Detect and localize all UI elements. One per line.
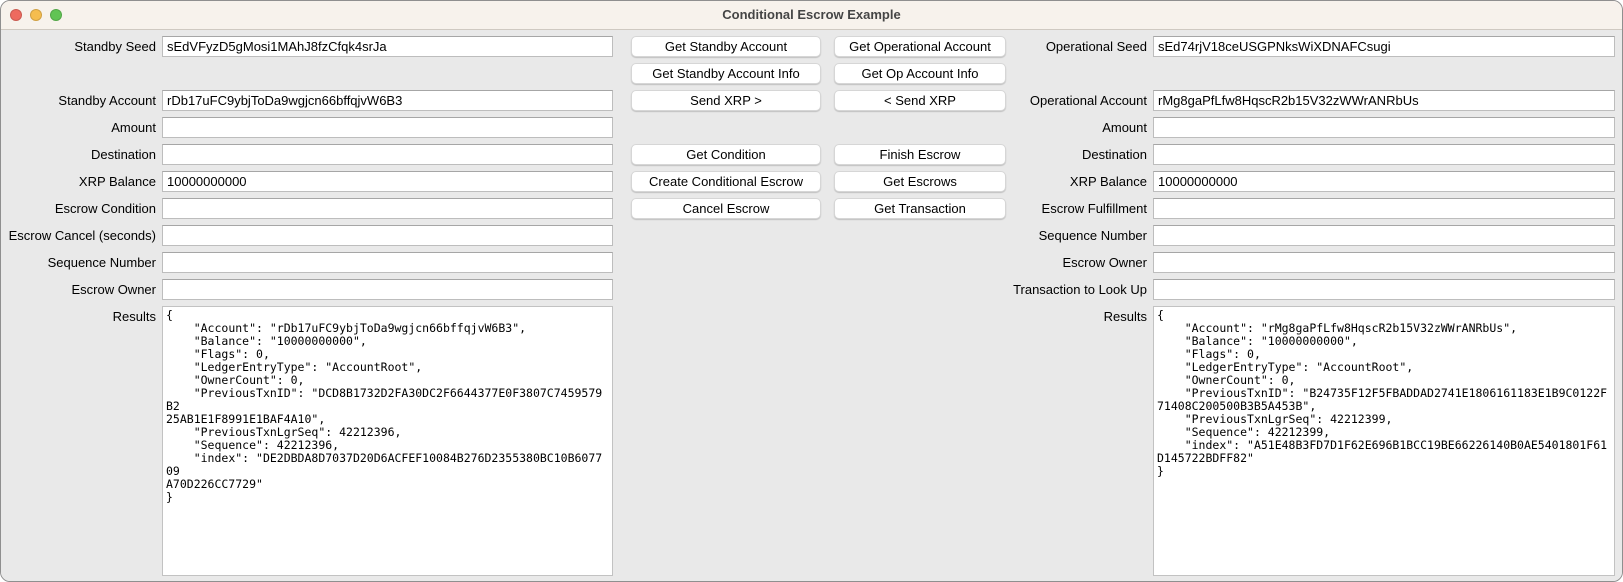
operational-xrp-balance-input[interactable] [1153, 171, 1615, 192]
standby-escrow-owner-label: Escrow Owner [71, 282, 156, 297]
main-content [1, 30, 1622, 581]
standby-results-textarea[interactable] [162, 306, 613, 576]
standby-escrow-cancel-label: Escrow Cancel (seconds) [8, 228, 156, 243]
standby-xrp-balance-input[interactable] [162, 171, 613, 192]
standby-escrow-cancel-input[interactable] [162, 225, 613, 246]
finish-escrow-button[interactable]: Finish Escrow [834, 144, 1006, 165]
get-operational-account-button[interactable]: Get Operational Account [834, 36, 1006, 57]
operational-amount-input[interactable] [1153, 117, 1615, 138]
standby-destination-input[interactable] [162, 144, 613, 165]
standby-sequence-number-input[interactable] [162, 252, 613, 273]
operational-account-input[interactable] [1153, 90, 1615, 111]
get-condition-button[interactable]: Get Condition [631, 144, 821, 165]
operational-destination-input[interactable] [1153, 144, 1615, 165]
standby-amount-label: Amount [111, 120, 156, 135]
transaction-to-look-up-label: Transaction to Look Up [1013, 282, 1147, 297]
standby-results-label: Results [112, 309, 156, 324]
get-op-account-info-button[interactable]: Get Op Account Info [834, 63, 1006, 84]
standby-destination-label: Destination [90, 147, 156, 162]
escrow-fulfillment-label: Escrow Fulfillment [1041, 201, 1147, 216]
standby-amount-input[interactable] [162, 117, 613, 138]
standby-escrow-owner-input[interactable] [162, 279, 613, 300]
send-xrp-left-button[interactable]: < Send XRP [834, 90, 1006, 111]
cancel-escrow-button[interactable]: Cancel Escrow [631, 198, 821, 219]
get-standby-account-info-button[interactable]: Get Standby Account Info [631, 63, 821, 84]
title-bar [1, 1, 1622, 30]
create-conditional-escrow-button[interactable]: Create Conditional Escrow [631, 171, 821, 192]
operational-results-textarea[interactable] [1153, 306, 1615, 576]
operational-results-label: Results [1103, 309, 1147, 324]
transaction-to-look-up-input[interactable] [1153, 279, 1615, 300]
standby-account-label: Standby Account [58, 93, 156, 108]
operational-amount-label: Amount [1102, 120, 1147, 135]
operational-account-label: Operational Account [1029, 93, 1147, 108]
get-transaction-button[interactable]: Get Transaction [834, 198, 1006, 219]
standby-seed-input[interactable] [162, 36, 613, 57]
operational-seed-label: Operational Seed [1045, 39, 1147, 54]
operational-xrp-balance-label: XRP Balance [1069, 174, 1147, 189]
operational-escrow-owner-label: Escrow Owner [1062, 255, 1147, 270]
standby-escrow-condition-input[interactable] [162, 198, 613, 219]
escrow-fulfillment-input[interactable] [1153, 198, 1615, 219]
operational-sequence-number-input[interactable] [1153, 225, 1615, 246]
operational-seed-input[interactable] [1153, 36, 1615, 57]
send-xrp-right-button[interactable]: Send XRP > [631, 90, 821, 111]
standby-sequence-number-label: Sequence Number [47, 255, 156, 270]
standby-escrow-condition-label: Escrow Condition [54, 201, 156, 216]
standby-seed-label: Standby Seed [74, 39, 156, 54]
operational-sequence-number-label: Sequence Number [1038, 228, 1147, 243]
get-standby-account-button[interactable]: Get Standby Account [631, 36, 821, 57]
standby-xrp-balance-label: XRP Balance [78, 174, 156, 189]
standby-account-input[interactable] [162, 90, 613, 111]
operational-escrow-owner-input[interactable] [1153, 252, 1615, 273]
get-escrows-button[interactable]: Get Escrows [834, 171, 1006, 192]
window-title: Conditional Escrow Example [722, 7, 901, 22]
operational-destination-label: Destination [1081, 147, 1147, 162]
